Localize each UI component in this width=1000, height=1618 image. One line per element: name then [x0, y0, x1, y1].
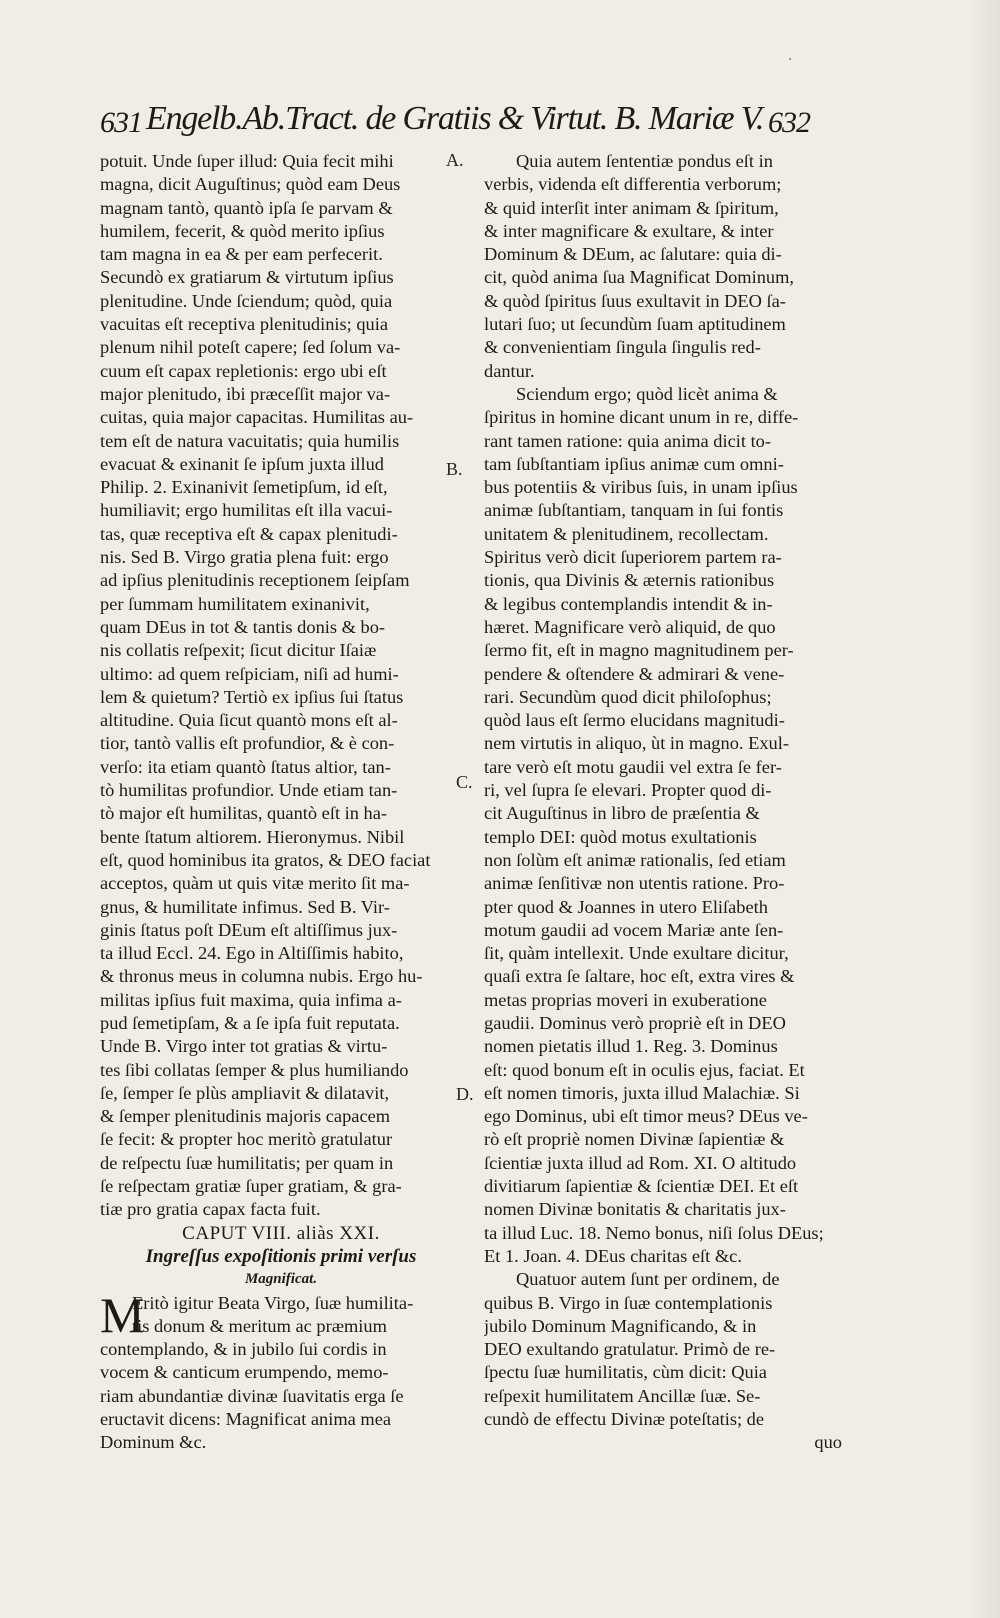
text-line: hæret. Magnificare verò aliquid, de quo	[484, 616, 776, 637]
text-line: & quòd ſpiritus ſuus exultavit in DEO ſa-	[484, 290, 786, 311]
margin-marker-b: B.	[446, 459, 463, 479]
text-line: ſe fecit: & propter hoc meritò gratulatur	[100, 1129, 393, 1150]
text-line: humiliavit; ergo humilitas eſt illa vacui-	[100, 500, 393, 521]
text-line: major plenitudo, ibi præceſſit major va-	[100, 383, 391, 404]
text-line: tam ſubſtantiam ipſius animæ cum omni-	[484, 453, 784, 474]
drop-cap: M	[100, 1286, 145, 1343]
text-line: ultimo: ad quem reſpiciam, niſi ad humi-	[100, 663, 399, 684]
text-line: cuitas, quia major capacitas. Humilitas au-	[100, 407, 414, 428]
text-line: tò humilitas profundior. Unde etiam tan-	[100, 780, 398, 801]
text-line: quòd laus eſt ſermo elucidans magnitudi-	[484, 710, 785, 731]
catchword: quo	[814, 1432, 842, 1453]
text-line: & ſemper plenitudinis majoris capacem	[100, 1106, 391, 1127]
text-line: non ſolùm eſt animæ rationalis, ſed etiam	[484, 849, 786, 870]
text-line: tas, quæ receptiva eſt & capax plenitudi-	[100, 523, 398, 544]
text-line: ginis ſtatus poſt DEum eſt altiſſimus jux-	[100, 919, 398, 940]
text-line: bus potentiis & viribus ſuis, in unam ipſius	[484, 477, 798, 498]
text-line: Quatuor autem ſunt per ordinem, de	[516, 1269, 780, 1290]
text-line: nis collatis reſpexit; ſicut dicitur Iſaiæ	[100, 640, 377, 661]
text-line: cit Auguſtinus in libro de præſentia &	[484, 803, 760, 824]
text-line: verbis, videnda eſt differentia verborum;	[484, 174, 782, 195]
text-line: & thronus meus in columna nubis. Ergo hu-	[100, 966, 423, 987]
text-line: acceptos, quàm ut quis vitæ merito ſit ma-	[100, 873, 410, 894]
text-line: tem eſt de natura vacuitatis; quia humilis	[100, 430, 400, 451]
text-line: tionis, qua Divinis & æternis rationibus	[484, 570, 775, 591]
text-line: pendere & oſtendere & admirari & vene-	[484, 663, 785, 684]
text-line: unitatem & plenitudinem, recollectam.	[484, 523, 769, 544]
text-line: & legibus contemplandis intendit & in-	[484, 593, 773, 614]
text-line: ſermo fit, eſt in magno magnitudinem per-	[484, 640, 794, 661]
page-header	[100, 100, 810, 146]
text-line: vocem & canticum erumpendo, memo-	[100, 1362, 389, 1383]
text-line: ſpectu ſuæ humilitatis, cùm dicit: Quia	[484, 1362, 767, 1383]
text-line: pud ſemetipſam, & a ſe ipſa fuit reputata.	[100, 1012, 400, 1033]
paragraph-with-dropcap	[100, 1286, 462, 1455]
text-line: cit, quòd anima ſua Magnificat Dominum,	[484, 267, 795, 288]
text-line: pter quod & Joannes in utero Eliſabeth	[484, 896, 768, 917]
text-line: vacuitas eſt receptiva plenitudinis; quia	[100, 314, 389, 335]
text-line: verſo: ita etiam quantò ſtatus altior, tan-	[100, 756, 391, 777]
margin-marker-c: C.	[456, 772, 473, 792]
text-line: animæ ſubſtantiam, tanquam in ſui fontis	[484, 500, 784, 521]
text-line: tare verò eſt motu gaudii vel extra ſe fer-	[484, 756, 782, 777]
text-line: quibus B. Virgo in ſuæ contemplationis	[484, 1292, 773, 1313]
text-line: rant tamen ratione: quia anima dicit to-	[484, 430, 771, 451]
text-line: ſcientiæ juxta illud ad Rom. XI. O altitudo	[484, 1152, 797, 1173]
text-line: de reſpectu ſuæ humilitatis; per quam in	[100, 1152, 394, 1173]
text-line: nomen Divinæ bonitatis & charitatis jux-	[484, 1199, 786, 1220]
text-line: plenitudine. Unde ſciendum; quòd, quia	[100, 290, 393, 311]
text-line: tior, tantò vallis eſt profundior, & è con-	[100, 733, 395, 754]
text-line: ta illud Luc. 18. Nemo bonus, niſi ſolus DEus;	[484, 1222, 824, 1243]
ink-speck: ·	[788, 52, 793, 68]
text-line: Dominum &c.	[100, 1432, 207, 1453]
page-number-left: 631	[100, 106, 142, 139]
text-line: Unde B. Virgo inter tot gratias & virtu-	[100, 1036, 388, 1057]
text-line: & quid interſit inter animam & ſpiritum,	[484, 197, 779, 218]
text-line: Dominum & DEum, ac ſalutare: quia di-	[484, 244, 782, 265]
text-line: metas proprias moveri in exuberatione	[484, 989, 767, 1010]
text-line: tes ſibi collatas ſemper & plus humiliando	[100, 1059, 409, 1080]
text-line: divitiarum ſapientiæ & ſcientiæ DEI. Et eſt	[484, 1176, 799, 1197]
text-line: tiæ pro gratia capax facta fuit.	[100, 1199, 321, 1220]
text-line: cundò de effectu Divinæ poteſtatis; de	[484, 1409, 765, 1430]
section-subheading-2: Magnificat.	[244, 1271, 318, 1288]
text-line: rò eſt propriè nomen Divinæ ſapientiæ &	[484, 1129, 785, 1150]
text-line: ſe, ſemper ſe plùs ampliavit & dilatavit,	[100, 1082, 390, 1103]
text-line: animæ ſenſitivæ non utentis ratione. Pro-	[484, 873, 785, 894]
text-line: DEO exultando gratulatur. Primò de re-	[484, 1339, 776, 1360]
text-line: gaudii. Dominus verò propriè eſt in DEO	[484, 1012, 786, 1033]
text-line: & inter magnificare & exultare, & inter	[484, 220, 774, 241]
text-line: rari. Secundùm quod dicit philoſophus;	[484, 686, 772, 707]
text-line: templo DEI: quòd motus exultationis	[484, 826, 757, 847]
chapter-heading: CAPUT VIII. aliàs XXI.	[182, 1222, 380, 1244]
text-line: bente ſtatum altiorem. Hieronymus. Nibil	[100, 826, 405, 847]
text-line: quam DEus in tot & tantis donis & bo-	[100, 616, 386, 637]
text-line: ta illud Eccl. 24. Ego in Altiſſimis habito,	[100, 943, 404, 964]
text-line: Spiritus verò dicit ſuperiorem partem ra-	[484, 547, 782, 568]
text-line: magnam tantò, quantò ipſa ſe parvam &	[100, 197, 393, 218]
text-line: humilem, fecerit, & quòd merito ipſius	[100, 220, 385, 241]
text-line: lutari ſuo; ut ſecundùm ſuam aptitudinem	[484, 314, 786, 335]
text-line: & convenientiam ſingula ſingulis red-	[484, 337, 761, 358]
text-line: Et 1. Joan. 4. DEus charitas eſt &c.	[484, 1245, 742, 1266]
text-line: magna, dicit Auguſtinus; quòd eam Deus	[100, 174, 401, 195]
page-number-right: 632	[768, 106, 810, 139]
text-line: ſit, quàm intellexit. Unde exultare dicitur,	[484, 943, 789, 964]
left-column	[100, 150, 462, 1455]
text-line: reſpexit humilitatem Ancillæ ſuæ. Se-	[484, 1385, 761, 1406]
text-line: Philip. 2. Exinanivit ſemetipſum, id eſt,	[100, 477, 388, 498]
text-line: ri, vel ſupra ſe elevari. Propter quod di-	[484, 780, 772, 801]
running-title: Engelb.Ab.Tract. de Gratiis & Virtut. B. Mariæ V.	[146, 100, 764, 137]
text-line: tis donum & meritum ac præmium	[132, 1315, 387, 1336]
text-line: Eritò igitur Beata Virgo, ſuæ humilita-	[132, 1292, 414, 1313]
text-line: nis. Sed B. Virgo gratia plena fuit: ergo	[100, 547, 389, 568]
text-line: ad ipſius plenitudinis receptionem ſeipſam	[100, 570, 410, 591]
text-line: altitudine. Quia ſicut quantò mons eſt al-	[100, 710, 398, 731]
text-line: potuit. Unde ſuper illud: Quia fecit mihi	[100, 151, 394, 171]
text-line: per ſummam humilitatem exinanivit,	[100, 593, 370, 614]
margin-marker-d: D.	[456, 1084, 474, 1104]
text-line: tò major eſt humilitas, quantò eſt in ha-	[100, 803, 388, 824]
text-line: cuum eſt capax repletionis: ergo ubi eſt	[100, 360, 387, 381]
text-line: contemplando, & in jubilo ſui cordis in	[100, 1339, 387, 1360]
text-line: gnus, & humilitate infimus. Sed B. Vir-	[100, 896, 390, 917]
right-column	[484, 150, 846, 1455]
text-line: ego Dominus, ubi eſt timor meus? DEus ve-	[484, 1106, 808, 1127]
margin-marker-a: A.	[446, 150, 464, 170]
text-line: lem & quietum? Tertiò ex ipſius ſui ſtatus	[100, 686, 404, 707]
text-line: ſpiritus in homine dicant unum in re, diffe-	[484, 407, 799, 428]
text-line: militas ipſius fuit maxima, quia infima a-	[100, 989, 402, 1010]
text-line: motum gaudii ad vocem Mariæ ante ſen-	[484, 919, 784, 940]
text-line: riam abundantiæ divinæ ſuavitatis erga ſe	[100, 1385, 404, 1406]
text-line: Sciendum ergo; quòd licèt anima &	[516, 383, 778, 404]
text-line: evacuat & exinanit ſe ipſum juxta illud	[100, 453, 384, 474]
text-line: dantur.	[484, 360, 535, 381]
text-line: Secundò ex gratiarum & virtutum ipſius	[100, 267, 394, 288]
text-line: nem virtutis in aliquo, ùt in magno. Exul-	[484, 733, 789, 754]
text-line: eructavit dicens: Magnificat anima mea	[100, 1409, 392, 1430]
text-line: quaſi extra ſe ſaltare, hoc eſt, extra vires &	[484, 966, 795, 987]
text-line: nomen pietatis illud 1. Reg. 3. Dominus	[484, 1036, 778, 1057]
section-subheading: Ingreſſus expoſitionis primi verſus	[145, 1245, 417, 1267]
text-line: Quia autem ſententiæ pondus eſt in	[516, 151, 773, 171]
text-line: eſt, quod hominibus ita gratos, & DEO faciat	[100, 849, 431, 870]
text-line: ſe reſpectam gratiæ ſuper gratiam, & gra-	[100, 1176, 402, 1197]
text-line: tam magna in ea & per eam perfecerit.	[100, 244, 383, 265]
text-line: plenum nihil poteſt capere; ſed ſolum va-	[100, 337, 401, 358]
text-line: eſt: quod bonum eſt in oculis ejus, faciat. Et	[484, 1059, 805, 1080]
page-edge-shadow	[970, 0, 1000, 1618]
text-line: eſt nomen timoris, juxta illud Malachiæ. Si	[484, 1082, 800, 1103]
text-line: jubilo Dominum Magnificando, & in	[484, 1315, 757, 1336]
